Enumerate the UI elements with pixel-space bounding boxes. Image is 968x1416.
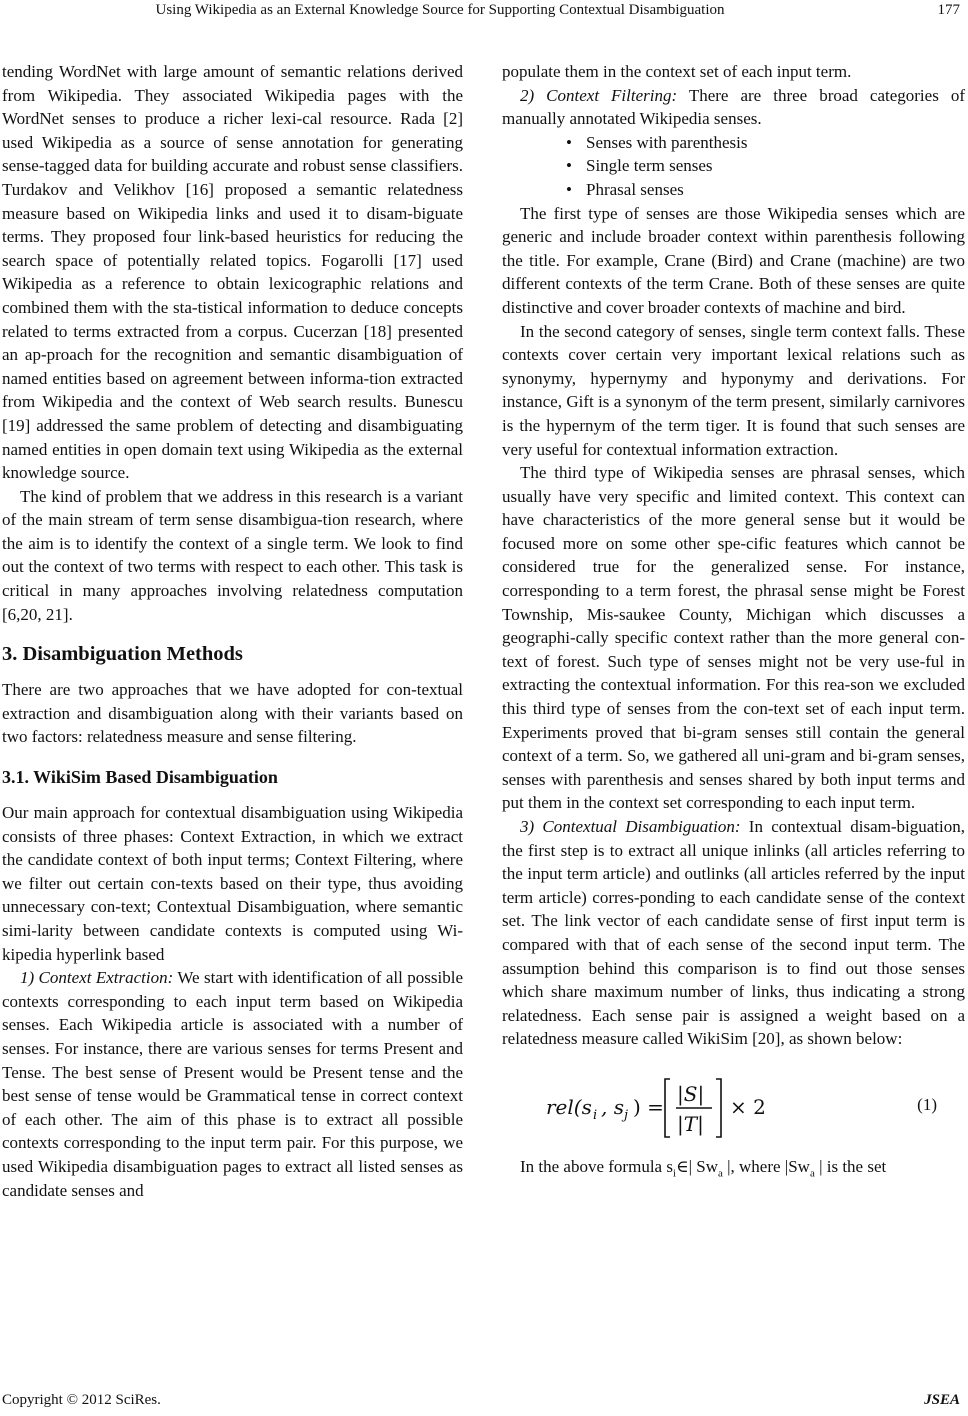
paragraph	[2, 966, 463, 1202]
section-heading: 3. Disambiguation Methods	[2, 643, 243, 666]
paragraph: Our main approach for contextual disambiguation using Wikipedia consists of three phases: Context Extraction, in which we extract the candidate context of both input terms; Context Filtering, where we filter out certain con-texts based on their type, thus avoiding unnecessary con-text; Contextual Disambiguation, where semantic simi-larity between candidate contexts is computed using Wi-kipedia hyperlink based	[2, 803, 463, 964]
running-title: Using Wikipedia as an External Knowledge Source for Supporting Contextual Disambiguation	[155, 2, 725, 18]
bullet-list	[502, 131, 965, 202]
list-item: • Phrasal senses	[586, 178, 965, 202]
paragraph	[502, 84, 965, 131]
paragraph-text: In contextual disam-biguation, the first step is to extract all unique inlinks (all articles referring to the input term article) and outlinks (all articles referred by the input term article) corres-ponding to each candidate sense of the context set. The link vector of each candidate sense of first input term is compared with that of each sense of the second input term. The assumption behind this comparison is to find out those senses which share maximum number of links, thus indicating a strong relatedness. Each sense pair is assigned a weight based on a relatedness measure called WikiSim [20], as shown below:	[502, 817, 966, 1049]
eq-sub-i: i	[593, 1107, 598, 1123]
paragraph: There are two approaches that we have adopted for con-textual extraction and disambiguation along with their variants based on two factors: relatedness measure and sense filtering.	[2, 680, 463, 747]
paragraph: populate them in the context set of each input term.	[502, 62, 852, 81]
eq-close: ) =	[633, 1094, 664, 1119]
eq-right-bracket	[716, 1079, 721, 1137]
paragraph: In the second category of senses, single term context falls. These contexts cover certain very important lexical relations such as synonymy, hypernymy and hyponymy and derivations. For instance, Gift is a synonym of the term present, similarly carnivores is the hypernym of the term tiger. It is found that such senses are very useful for contextual information extraction.	[502, 321, 965, 459]
equation-formula	[546, 1073, 806, 1143]
right-column	[502, 60, 965, 1186]
page-number: 177	[937, 2, 960, 18]
list-item: • Senses with parenthesis	[586, 131, 965, 155]
paragraph-text: We start with identification of all possible contexts corresponding to each input term based on Wikipedia senses. Each Wikipedia article is associated with a number of senses. For instance, there are various senses for terms Present and Tense. The best sense of Present would be Present tense and the best sense of tense would be Grammatical tense in correct context of each other. The aim of this phase is to extract all possible contexts corresponding to the input term pair. For this purpose, we used Wikipedia disambiguation pages to extract all listed senses as candidate senses and	[2, 968, 463, 1200]
eq-times: × 2	[730, 1094, 766, 1119]
run-in-heading: 1) Context Extraction:	[20, 968, 174, 988]
paragraph-text: There are three broad categories of manually annotated Wikipedia senses.	[502, 85, 965, 129]
eq-numerator: |S|	[677, 1081, 705, 1106]
eq-lhs: rel(s	[546, 1094, 592, 1119]
text-run: In the above formula s	[520, 1156, 673, 1176]
text-run: | is the set	[814, 1156, 887, 1176]
paragraph: The first type of senses are those Wikipedia senses which are generic and include broader context within parenthesis following the title. For example, Crane (Bird) and Crane (machine) are two different contexts of the term Crane. Both of these senses are quite distinctive and cover broader contexts of machine and bird.	[502, 203, 965, 317]
text-run: ∈| Sw	[676, 1156, 718, 1176]
page-header	[0, 0, 968, 26]
subscript: i	[672, 1167, 677, 1180]
list-item: • Single term senses	[586, 154, 965, 178]
equation	[502, 1073, 965, 1143]
eq-comma: , s	[601, 1094, 624, 1119]
eq-sub-j: j	[624, 1107, 629, 1123]
left-column	[2, 60, 463, 1202]
page-footer	[0, 1390, 968, 1416]
eq-denominator: |T|	[677, 1111, 704, 1136]
paragraph: tending WordNet with large amount of semantic relations derived from Wikipedia. They associated Wikipedia pages with the WordNet senses to produce a richer lexi-cal resource. Rada [2] used Wikipedia as a source of sense annotation for generating sense-tagged data for building accurate and robust sense classifiers. Turdakov and Velikhov [16] proposed a semantic relatedness measure based on Wikipedia links and used it to disam-biguate terms. They proposed four link-based heuristics for reducing the search space of potentially related topics. Fogarolli [17] used Wikipedia as a reference to obtain lexicographic relations and combined them with the sta-tistical information to deduce concepts related to terms extracted from a corpus. Cucerzan [18] presented an ap-proach for the recognition and semantic disambiguation of named entities based on agreement between informa-tion extracted from Wikipedia and the context of Web search results. Bunescu [19] addressed the same problem of detecting and disambiguating named entities in open domain text using Wikipedia as the external knowledge source.	[2, 62, 463, 483]
subscript: a	[809, 1167, 815, 1180]
equation-number: (1)	[917, 1094, 937, 1114]
run-in-heading: 3) Contextual Disambiguation:	[520, 817, 741, 836]
paragraph	[502, 1155, 965, 1186]
journal-name: JSEA	[924, 1392, 960, 1408]
paragraph: The third type of Wikipedia senses are phrasal senses, which usually have very specific and limited context. This context can have characteristics of the more general sense but it would be focused more on some other spe-cific features which cannot be considered true for the generalized sense. For instance, corresponding to a term forest, the phrasal sense might be Forest Township, Mis-saukee County, Michigan which discusses a geographi-cally specific context rather than the more general con-text of forest. Such type of senses might not be very use-ful in extracting the contextual information. For this rea-son we excluded this third type of senses from the con-text set of each input term. Experiments proved that bi-gram senses still contain the general context of a term. So, we gathered all uni-gram and bi-gram senses, senses with parenthesis and senses shared by both input terms and put them in the context set corresponding to each input term.	[502, 463, 965, 813]
paragraph: The kind of problem that we address in this research is a variant of the main stream of term sense disambigua-tion research, where the aim is to identify the context of a single term. We look to find out the context of two terms with respect to each other. This task is critical in many approaches involving relatedness computation [6,20, 21].	[2, 486, 463, 624]
subsection-heading: 3.1. WikiSim Based Disambiguation	[2, 767, 278, 788]
eq-left-bracket	[665, 1079, 670, 1137]
text-run: |, where |Sw	[722, 1156, 810, 1176]
paragraph	[502, 815, 965, 1051]
copyright: Copyright © 2012 SciRes.	[2, 1392, 161, 1408]
run-in-heading: 2) Context Filtering:	[520, 85, 678, 105]
subscript: a	[717, 1167, 723, 1180]
